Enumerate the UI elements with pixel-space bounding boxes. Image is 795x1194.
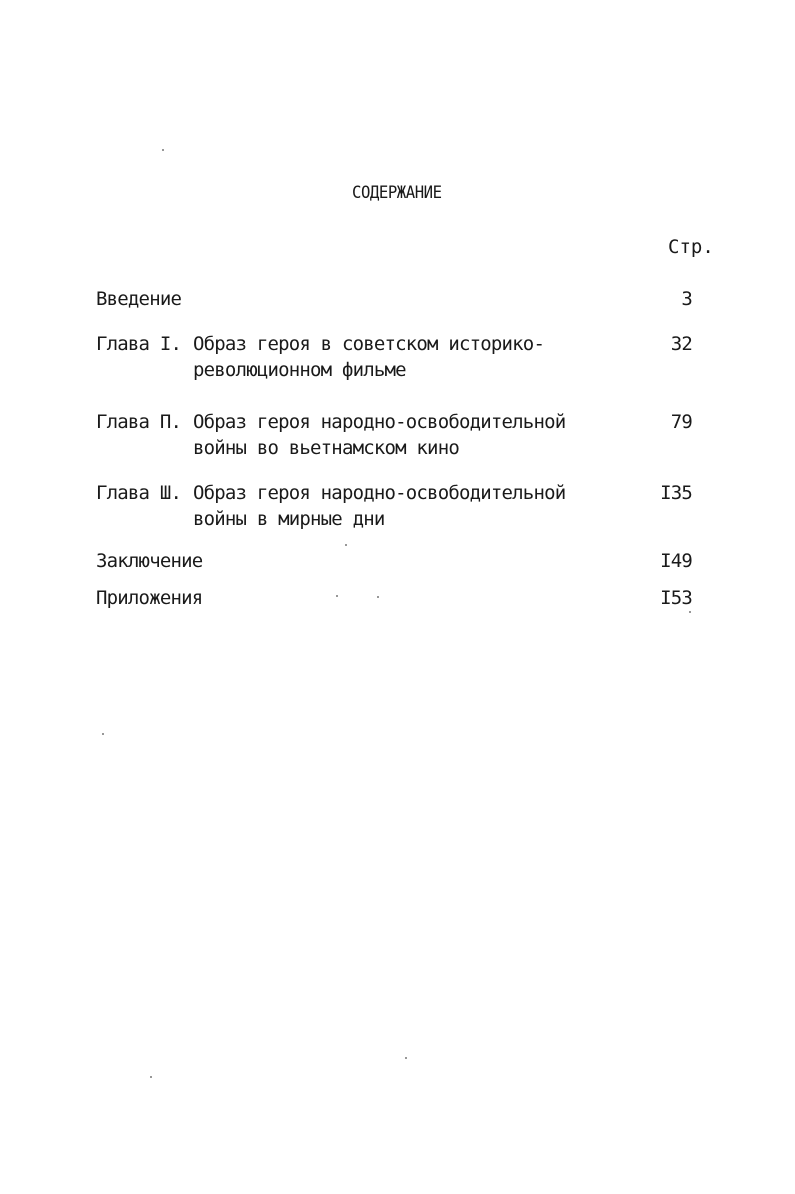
toc-entry-chapter1-title-line1: Образ героя в советском историко- (193, 333, 545, 355)
toc-entry-chapter3-title-line2: войны в мирные дни (193, 508, 385, 530)
toc-entry-chapter1-title-line2: революционном фильме (193, 359, 406, 381)
scan-speck (150, 1076, 152, 1078)
toc-entry-chapter1-label: Глава I. (96, 333, 182, 355)
toc-entry-chapter3-label: Глава Ш. (96, 482, 182, 504)
toc-entry-chapter2-page: 79 (670, 411, 692, 433)
scan-speck (405, 1057, 407, 1059)
page-title: СОДЕРЖАНИЕ (352, 183, 442, 203)
scan-speck (345, 544, 347, 546)
toc-entry-chapter2-title-line2: войны во вьетнамском кино (193, 437, 459, 459)
toc-entry-appendices-label: Приложения (96, 587, 203, 609)
toc-entry-chapter2-title-line1: Образ героя народно-освободительной (193, 411, 566, 433)
toc-entry-appendices-page: I53 (660, 587, 692, 609)
toc-entry-chapter3-title-line1: Образ героя народно-освободительной (193, 482, 566, 504)
toc-entry-introduction-label: Введение (96, 288, 182, 310)
scan-speck (377, 596, 379, 598)
toc-entry-conclusion-page: I49 (660, 550, 692, 572)
toc-entry-chapter2-label: Глава П. (96, 411, 182, 433)
toc-entry-introduction-page: 3 (681, 288, 692, 310)
scan-speck (689, 611, 691, 613)
scan-speck (336, 595, 338, 597)
toc-entry-chapter3-page: I35 (660, 482, 692, 504)
scan-speck (102, 733, 104, 735)
scan-speck (162, 149, 164, 151)
page-column-header: Стр. (668, 236, 714, 258)
toc-entry-chapter1-page: 32 (670, 333, 692, 355)
toc-entry-conclusion-label: Заключение (96, 550, 203, 572)
